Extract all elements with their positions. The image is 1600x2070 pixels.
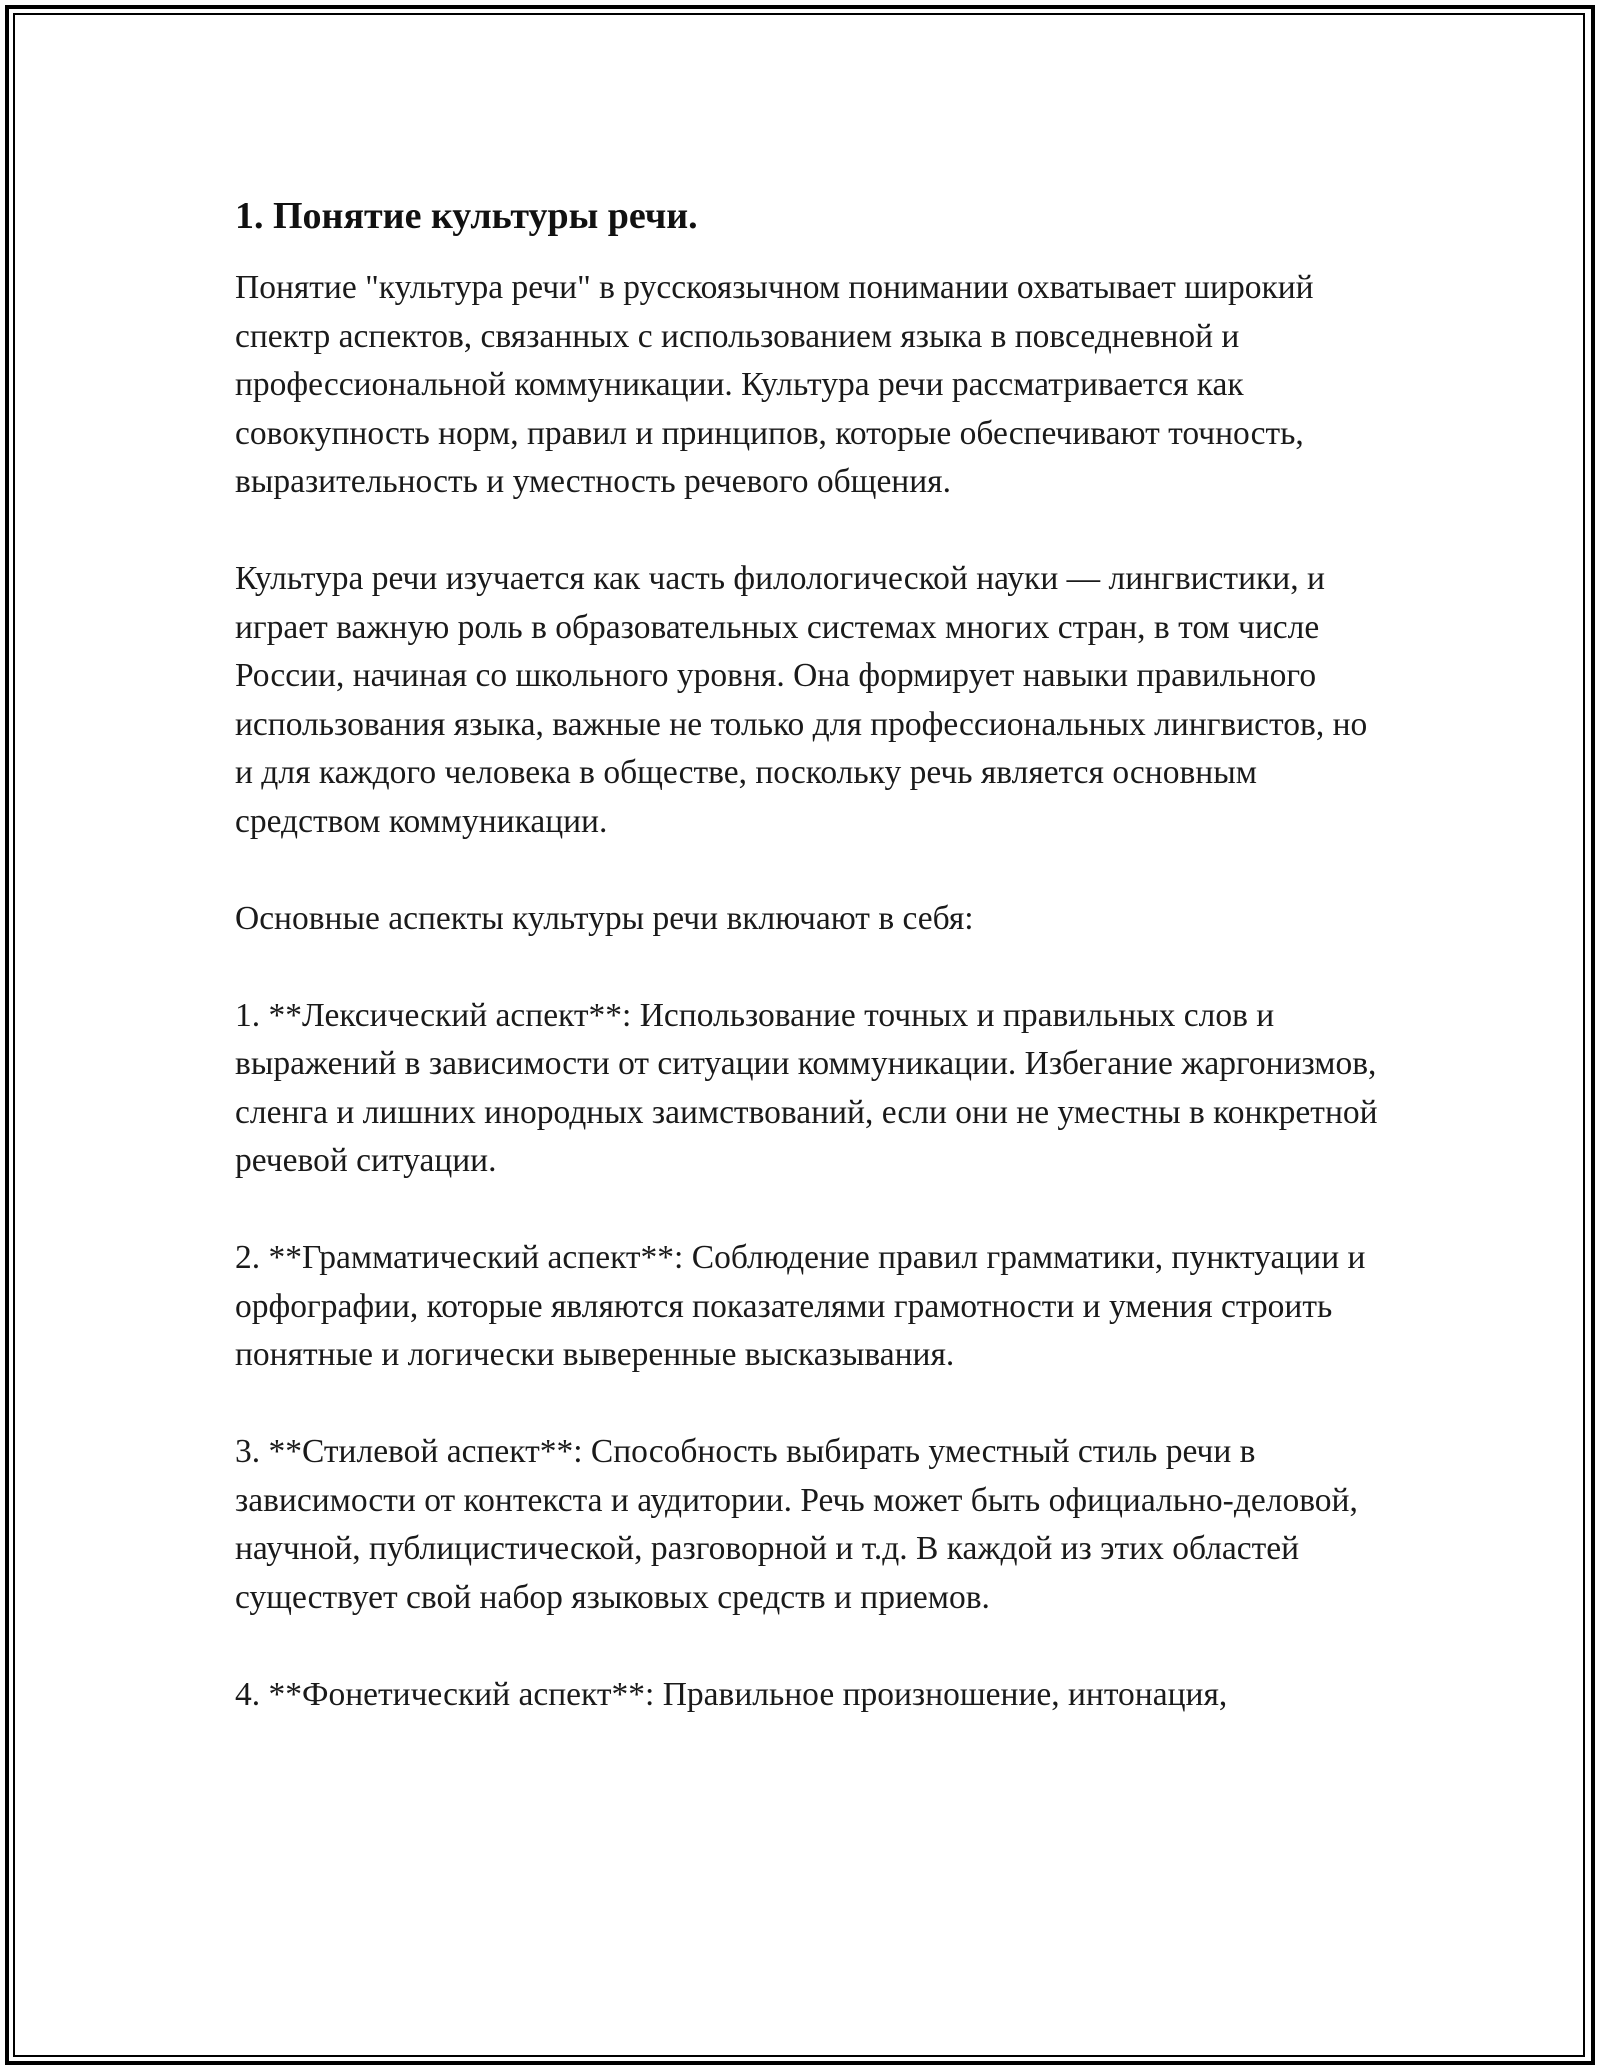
list-item-grammatical: 2. **Грамматический аспект**: Соблюдение правил грамматики, пунктуации и орфографии, которые являются показателями грамотности и умения строить понятные и логически выверенные высказывания. — [235, 1239, 1366, 1373]
list-item-stylistic: 3. **Стилевой аспект**: Способность выбирать уместный стиль речи в зависимости от контекста и аудитории. Речь может быть официально-деловой, научной, публицистической, разговорной и т.д. В каждой из этих областей существует свой набор языковых средств и приемов. — [235, 1433, 1358, 1616]
document-body — [235, 188, 1385, 1768]
paragraph-study: Культура речи изучается как часть филологической науки — лингвистики, и играет важную роль в образовательных системах многих стран, в том числе России, начиная со школьного уровня. Она формирует навыки правильного использования языка, важные не только для профессиональных лингвистов, но и для каждого человека в обществе, поскольку речь является основным средством коммуникации. — [235, 560, 1368, 840]
list-item-lexical: 1. **Лексический аспект**: Использование точных и правильных слов и выражений в зависимости от ситуации коммуникации. Избегание жаргонизмов, сленга и лишних инородных заимствований, если они не уместны в конкретной речевой ситуации. — [235, 996, 1378, 1179]
paragraph-definition: Понятие "культура речи" в русскоязычном понимании охватывает широкий спектр аспектов, связанных с использованием языка в повседневной и профессиональной коммуникации. Культура речи рассматривается как совокупность норм, правил и принципов, которые обеспечивают точность, выразительность и уместность речевого общения. — [235, 269, 1314, 500]
paragraph-aspects-intro: Основные аспекты культуры речи включают в себя: — [235, 899, 974, 937]
list-item-phonetic: 4. **Фонетический аспект**: Правильное произношение, интонация, — [235, 1675, 1228, 1713]
section-heading: 1. Понятие культуры речи. — [235, 195, 698, 237]
